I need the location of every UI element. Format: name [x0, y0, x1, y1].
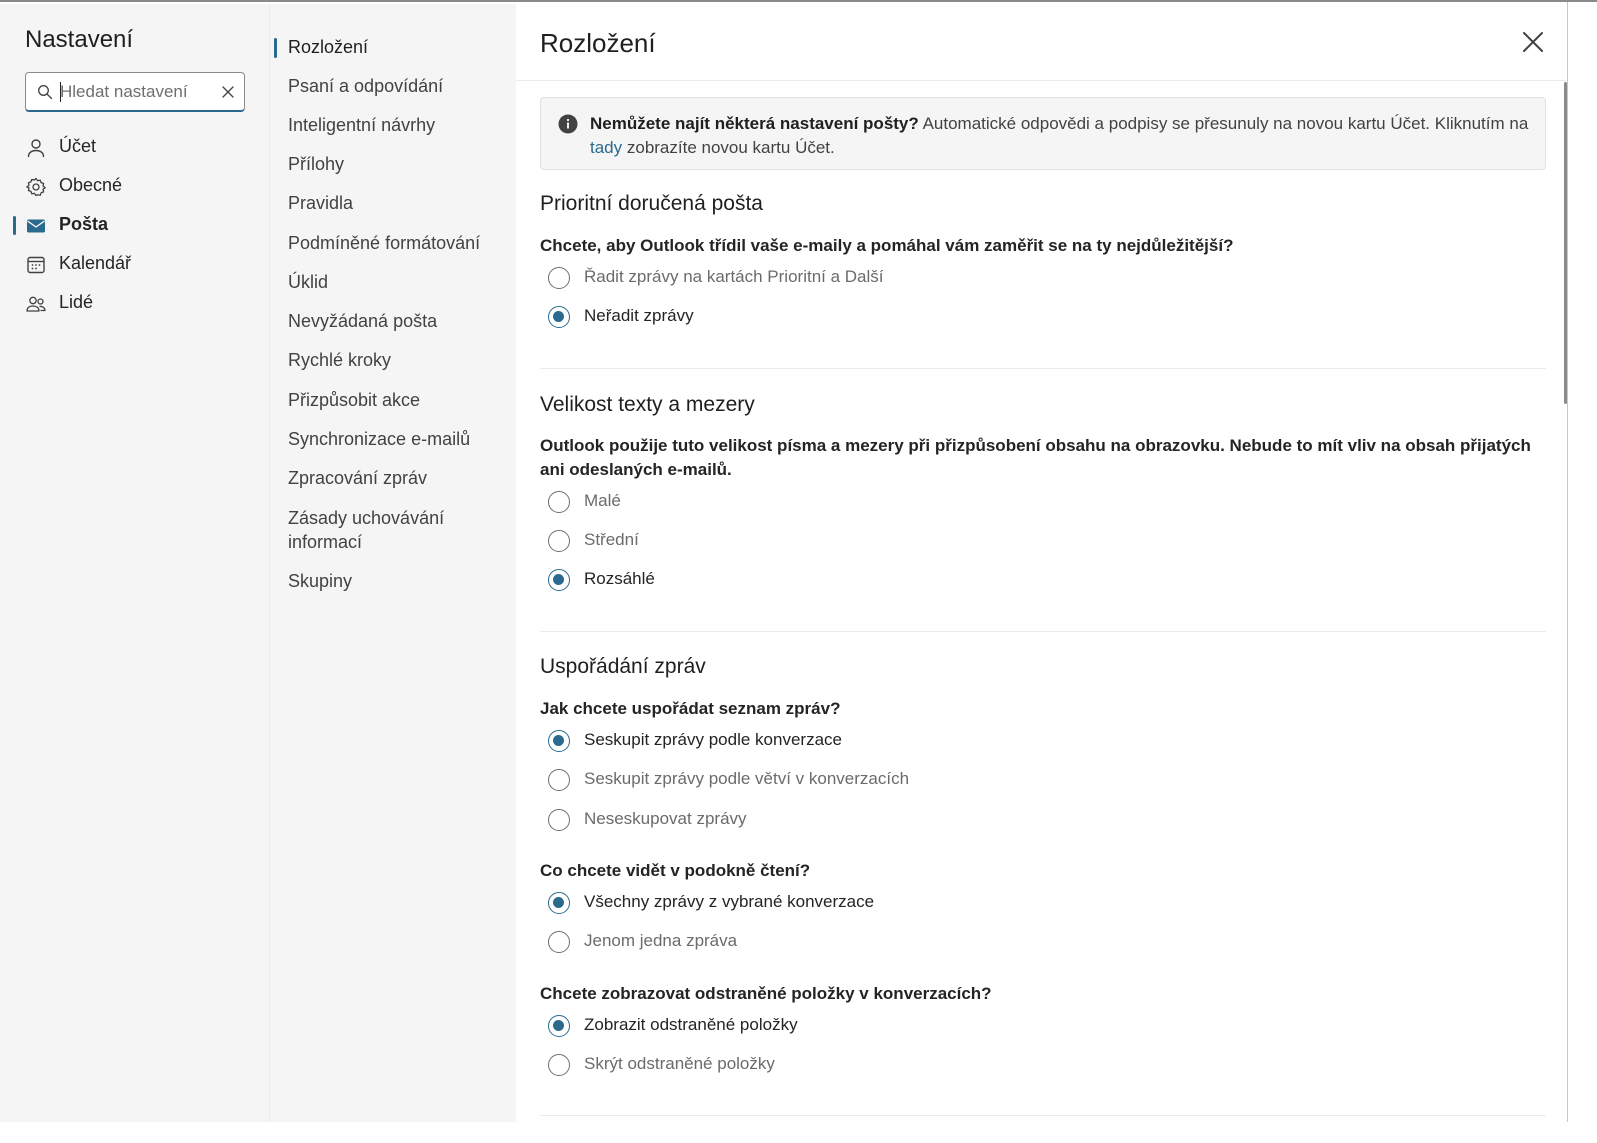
radio-label: Neseskupovat zprávy: [584, 809, 747, 828]
subnav-item-psani[interactable]: Psaní a odpovídání: [288, 76, 444, 96]
subnav-item-zpracovani-zprav[interactable]: Zpracování zpráv: [288, 468, 428, 488]
question-deleted-items: Chcete zobrazovat odstraněné položky v konverzacích?: [540, 984, 992, 1003]
sidebar-item-lide[interactable]: [0, 285, 269, 321]
people-icon: [25, 293, 47, 315]
sidebar-item-ucet[interactable]: [0, 129, 269, 165]
content-header: [516, 4, 1567, 81]
section-divider: [540, 368, 1546, 369]
sidebar-item-label: Účet: [59, 136, 97, 156]
question-focused-inbox: Chcete, aby Outlook třídil vaše e-maily a pomáhal vám zaměřit se na ty nejdůležitější?: [540, 236, 1234, 255]
info-banner-body: Automatické odpovědi a podpisy se přesunuly na novou kartu Účet. Kliknutím na: [918, 114, 1529, 133]
subnav-item-prilohy[interactable]: Přílohy: [288, 154, 345, 174]
calendar-icon: [25, 254, 47, 276]
subnav-item-rychle-kroky[interactable]: Rychlé kroky: [288, 350, 392, 370]
radio-button-checked[interactable]: [548, 569, 570, 591]
sidebar-item-label: Obecné: [59, 175, 123, 195]
info-banner: [540, 97, 1546, 170]
radio-label: Zobrazit odstraněné položky: [584, 1015, 798, 1034]
section-divider: [540, 631, 1546, 632]
page-title: Rozložení: [540, 28, 656, 58]
info-icon: [558, 114, 578, 134]
radio-button[interactable]: [548, 530, 570, 552]
settings-content: [516, 4, 1567, 1122]
sidebar-item-posta[interactable]: [0, 207, 269, 243]
search-icon: [37, 84, 53, 100]
sidebar-item-label: Kalendář: [59, 253, 132, 273]
radio-label: Neřadit zprávy: [584, 306, 694, 325]
radio-button-checked[interactable]: [548, 892, 570, 914]
sidebar-item-obecne[interactable]: [0, 168, 269, 204]
radio-label: Malé: [584, 491, 621, 510]
radio-button[interactable]: [548, 267, 570, 289]
radio-button[interactable]: [548, 769, 570, 791]
radio-button[interactable]: [548, 931, 570, 953]
radio-label: Rozsáhlé: [584, 569, 655, 588]
sidebar-item-kalendar[interactable]: [0, 246, 269, 282]
account-tab-link[interactable]: tady: [590, 138, 623, 157]
search-input[interactable]: [60, 81, 210, 103]
radio-button[interactable]: [548, 1054, 570, 1076]
question-text-size: Outlook použije tuto velikost písma a mezery při přizpůsobení obsahu na obrazovku. Nebude to mít vliv na obsah přijatých ani odeslaných e-mailů.: [540, 436, 1531, 479]
text-caret: [60, 82, 61, 102]
subnav-item-podminene-formatovani[interactable]: Podmíněné formátování: [288, 233, 481, 253]
subnav-item-pravidla[interactable]: Pravidla: [288, 193, 354, 213]
radio-label: Seskupit zprávy podle konverzace: [584, 730, 842, 749]
settings-sidebar: [0, 4, 269, 1122]
radio-label: Jenom jedna zpráva: [584, 931, 738, 950]
mail-settings-subnav: [269, 4, 516, 1122]
radio-button-checked[interactable]: [548, 730, 570, 752]
settings-search-box[interactable]: [25, 72, 245, 112]
section-title-focused-inbox: Prioritní doručená pošta: [540, 192, 763, 215]
radio-label: Řadit zprávy na kartách Prioritní a Další: [584, 267, 884, 286]
subnav-item-rozlozeni[interactable]: Rozložení: [288, 37, 369, 57]
radio-label: Střední: [584, 530, 639, 549]
section-title-message-organization: Uspořádání zpráv: [540, 655, 706, 678]
section-title-text-size: Velikost texty a mezery: [540, 393, 755, 416]
settings-title: Nastavení: [25, 26, 134, 53]
radio-button-checked[interactable]: [548, 1015, 570, 1037]
clear-search-icon[interactable]: [220, 84, 236, 100]
info-banner-bold: Nemůžete najít některá nastavení pošty?: [590, 114, 919, 133]
subnav-item-nevyzadana-posta[interactable]: Nevyžádaná pošta: [288, 311, 438, 331]
radio-button[interactable]: [548, 809, 570, 831]
subnav-item-prizpusobit-akce[interactable]: Přizpůsobit akce: [288, 390, 421, 410]
info-banner-text: [590, 112, 1535, 160]
question-message-list: Jak chcete uspořádat seznam zpráv?: [540, 699, 841, 718]
subnav-item-zasady-uchovavani[interactable]: Zásady uchovávání informací: [288, 508, 445, 552]
subnav-item-skupiny[interactable]: Skupiny: [288, 571, 353, 591]
sidebar-item-label: Lidé: [59, 292, 94, 312]
mail-icon: [25, 215, 47, 237]
radio-button[interactable]: [548, 491, 570, 513]
subnav-item-inteligentni-navrhy[interactable]: Inteligentní návrhy: [288, 115, 436, 135]
close-icon[interactable]: [1519, 28, 1547, 56]
question-reading-pane: Co chcete vidět v podokně čtení?: [540, 861, 811, 880]
section-divider: [540, 1115, 1546, 1116]
active-indicator: [13, 216, 16, 235]
desktop-background: [0, 1122, 1597, 1143]
gear-icon: [25, 176, 47, 198]
radio-label: Všechny zprávy z vybrané konverzace: [584, 892, 875, 911]
person-icon: [25, 137, 47, 159]
subnav-item-synchronizace[interactable]: Synchronizace e-mailů: [288, 429, 471, 449]
subnav-item-uklid[interactable]: Úklid: [288, 272, 329, 292]
radio-label: Skrýt odstraněné položky: [584, 1054, 775, 1073]
radio-label: Seskupit zprávy podle větví v konverzacích: [584, 769, 910, 788]
sidebar-item-label: Pošta: [59, 214, 109, 234]
window-edge: [1567, 2, 1568, 1124]
info-banner-tail: zobrazíte novou kartu Účet.: [622, 138, 835, 157]
radio-button-checked[interactable]: [548, 306, 570, 328]
active-indicator: [274, 38, 277, 58]
